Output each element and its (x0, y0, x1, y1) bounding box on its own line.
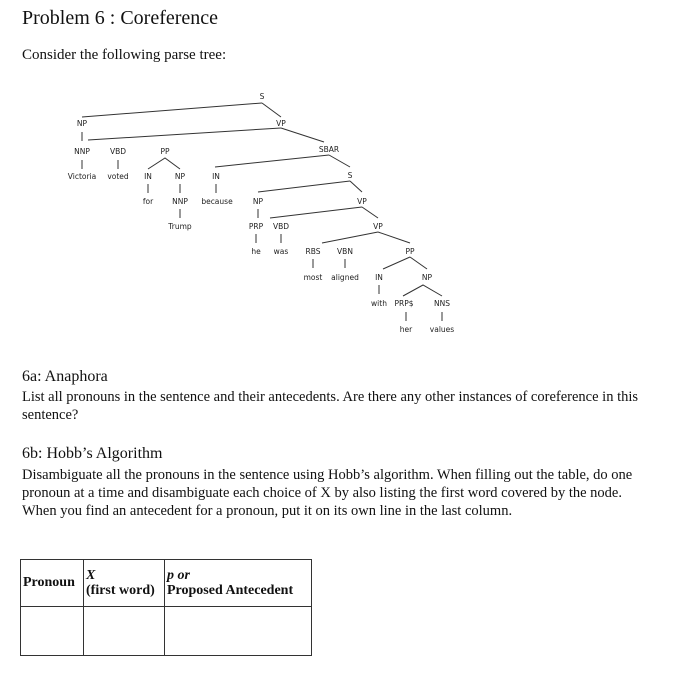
node-in-because: IN (212, 172, 220, 181)
node-vbd-was: VBD (272, 222, 290, 231)
word-aligned: aligned (331, 273, 359, 282)
header-x-label: X (86, 568, 96, 583)
word-because: because (201, 197, 233, 206)
node-s-inner: S (347, 171, 353, 180)
header-x (84, 560, 165, 607)
section-6b-heading: 6b: Hobb’s Algorithm (22, 445, 163, 462)
word-most: most (303, 273, 323, 282)
node-in-with: IN (375, 273, 383, 282)
node-vbd-voted: VBD (109, 147, 127, 156)
node-np-he: NP (252, 197, 264, 206)
word-with: with (371, 299, 387, 308)
node-prp-he: PRP (248, 222, 264, 231)
node-pp-for: PP (160, 147, 170, 156)
x-cell[interactable] (84, 607, 165, 656)
word-her: her (399, 325, 413, 334)
tree-branches (82, 103, 442, 321)
node-s: S (259, 92, 265, 101)
node-vp-top: VP (276, 119, 286, 128)
word-victoria: Victoria (67, 172, 97, 181)
word-values: values (429, 325, 455, 334)
node-vp-inner: VP (357, 197, 367, 206)
node-sbar: SBAR (318, 145, 340, 154)
header-pronoun: Pronoun (21, 560, 84, 607)
header-antecedent-label: Proposed Antecedent (167, 583, 294, 598)
header-x-sub: (first word) (86, 583, 155, 598)
node-np-top: NP (76, 119, 88, 128)
antecedent-cell[interactable] (165, 607, 312, 656)
word-for: for (142, 197, 154, 206)
node-pp-with: PP (405, 247, 415, 256)
problem-title: Problem 6 : Coreference (22, 7, 219, 29)
word-he: he (251, 247, 261, 256)
node-vp-was: VP (373, 222, 383, 231)
node-nnp-victoria: NNP (74, 147, 90, 156)
section-6b-text: Disambiguate all the pronouns in the sentence using Hobb’s algorithm. When filling out the table, do one pronoun at a time and disambiguate each choice of X by also listing the first word covered by the node. When you find an antecedent for a pronoun, put it on its own line in the last column. (22, 467, 633, 519)
node-in-for: IN (144, 172, 152, 181)
node-np-her: NP (421, 273, 433, 282)
hobbs-table (20, 559, 312, 656)
word-voted: voted (107, 172, 129, 181)
header-p-label: p or (167, 568, 190, 583)
node-nns-values: NNS (434, 299, 450, 308)
node-rbs-most: RBS (305, 247, 321, 256)
node-vbn-aligned: VBN (337, 247, 353, 256)
table-row (21, 607, 312, 656)
node-prps-her: PRP$ (394, 299, 414, 308)
node-nnp-trump: NNP (172, 197, 188, 206)
word-trump: Trump (168, 222, 192, 231)
intro-text: Consider the following parse tree: (22, 47, 227, 63)
word-was: was (273, 247, 289, 256)
table-header-row (21, 560, 312, 607)
node-np-trump: NP (174, 172, 186, 181)
section-6a-text: List all pronouns in the sentence and their antecedents. Are there any other instances of coreference in this sentence? (22, 389, 639, 423)
pronoun-cell[interactable] (21, 607, 84, 656)
header-antecedent (165, 560, 312, 607)
section-6a-heading: 6a: Anaphora (22, 368, 108, 385)
